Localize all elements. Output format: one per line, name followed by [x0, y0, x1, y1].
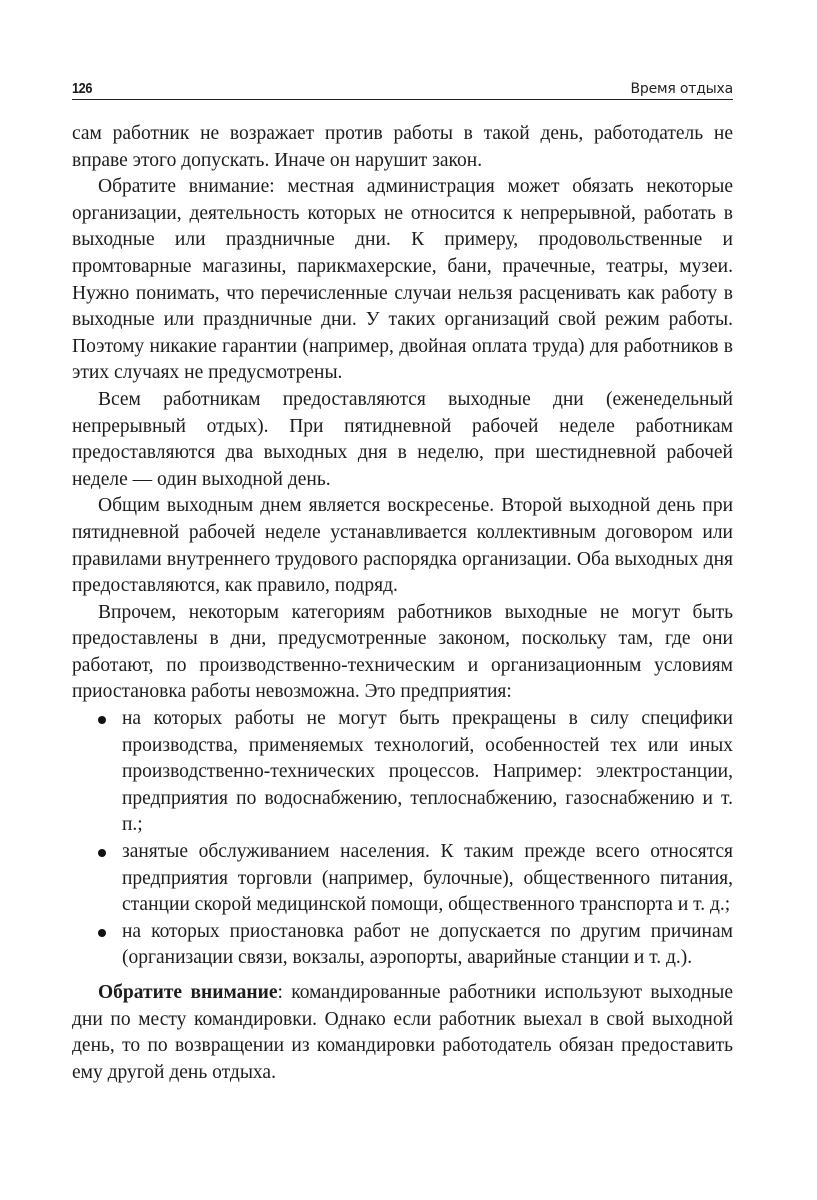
list-item — [72, 706, 733, 839]
paragraph-local-administration: Обратите внимание: местная администрация может обязать некоторые организации, деятельность которых не относится к непрерывной, работать в выходные или праздничные дни. К примеру, продовольственные и промтоварные магазины, парикмахерские, бани, прачечные, театры, музеи. Нужно понимать, что перечисленные случаи нельзя расценивать как работу в выходные или праздничные дни. У таких организаций свой режим работы. Поэтому никакие гарантии (например, двойная оплата труда) для работников в этих случаях не предусмотрены. — [72, 176, 733, 384]
list-item — [72, 839, 733, 919]
note-label: Обратите внимание — [98, 982, 278, 1003]
note-text: : командированные работники используют выходные дни по месту командировки. Однако если работник выехал в свой выходной день, то по возвращении из командировки работодатель обязан предоставить ему другой день отдыха. — [72, 982, 733, 1083]
paragraph-sunday: Общим выходным днем является воскресенье. Второй выходной день при пятидневной рабочей неделе устанавливается коллективным договором или правилами внутреннего трудового распорядка организации. Оба выходных дня предоставляются, как правило, подряд. — [72, 495, 733, 597]
list-item-text: на которых работы не могут быть прекращены в силу специфики производства, применяемых технологий, особенностей тех или иных производственно-технических процессов. Например: электростанции, предприятия по водоснабжению, теплоснабжению, газоснабжению и т. п.; — [122, 708, 733, 836]
book-page — [72, 76, 733, 1086]
list-item — [72, 919, 733, 972]
list-item-text: на которых приостановка работ не допускается по другим причинам (организации связи, вокзалы, аэропорты, аварийные станции и т. д.). — [122, 920, 733, 969]
paragraph-continuation: сам работник не возражает против работы в такой день, работодатель не вправе этого допускать. Иначе он нарушит закон. — [72, 123, 733, 171]
bullet-icon — [98, 716, 106, 724]
bullet-icon — [98, 849, 106, 857]
paragraph-exceptions: Впрочем, некоторым категориям работников выходные не могут быть предоставлены в дни, предусмотренные законом, поскольку там, где они работают, по производственно-техническим и организационным условиям приостановка работы невозможна. Это предприятия: — [72, 601, 733, 703]
running-header — [72, 76, 733, 100]
paragraph-days-off: Всем работникам предоставляются выходные дни (еженедельный непрерывный отдых). При пятидневной рабочей неделе работникам предоставляются два выходных дня в неделю, при шестидневной рабочей неделе — один выходной день. — [72, 388, 733, 490]
note-paragraph — [72, 980, 733, 1086]
list-item-text: занятые обслуживанием населения. К таким прежде всего относятся предприятия торговли (например, булочные), общественного питания, станции скорой медицинской помощи, общественного транспорта и т. д.; — [122, 841, 733, 916]
body-text — [72, 121, 733, 1086]
bullet-icon — [98, 929, 106, 937]
enterprise-list — [72, 706, 733, 972]
page-number: 126 — [72, 80, 93, 97]
chapter-title: Время отдыха — [630, 81, 733, 97]
